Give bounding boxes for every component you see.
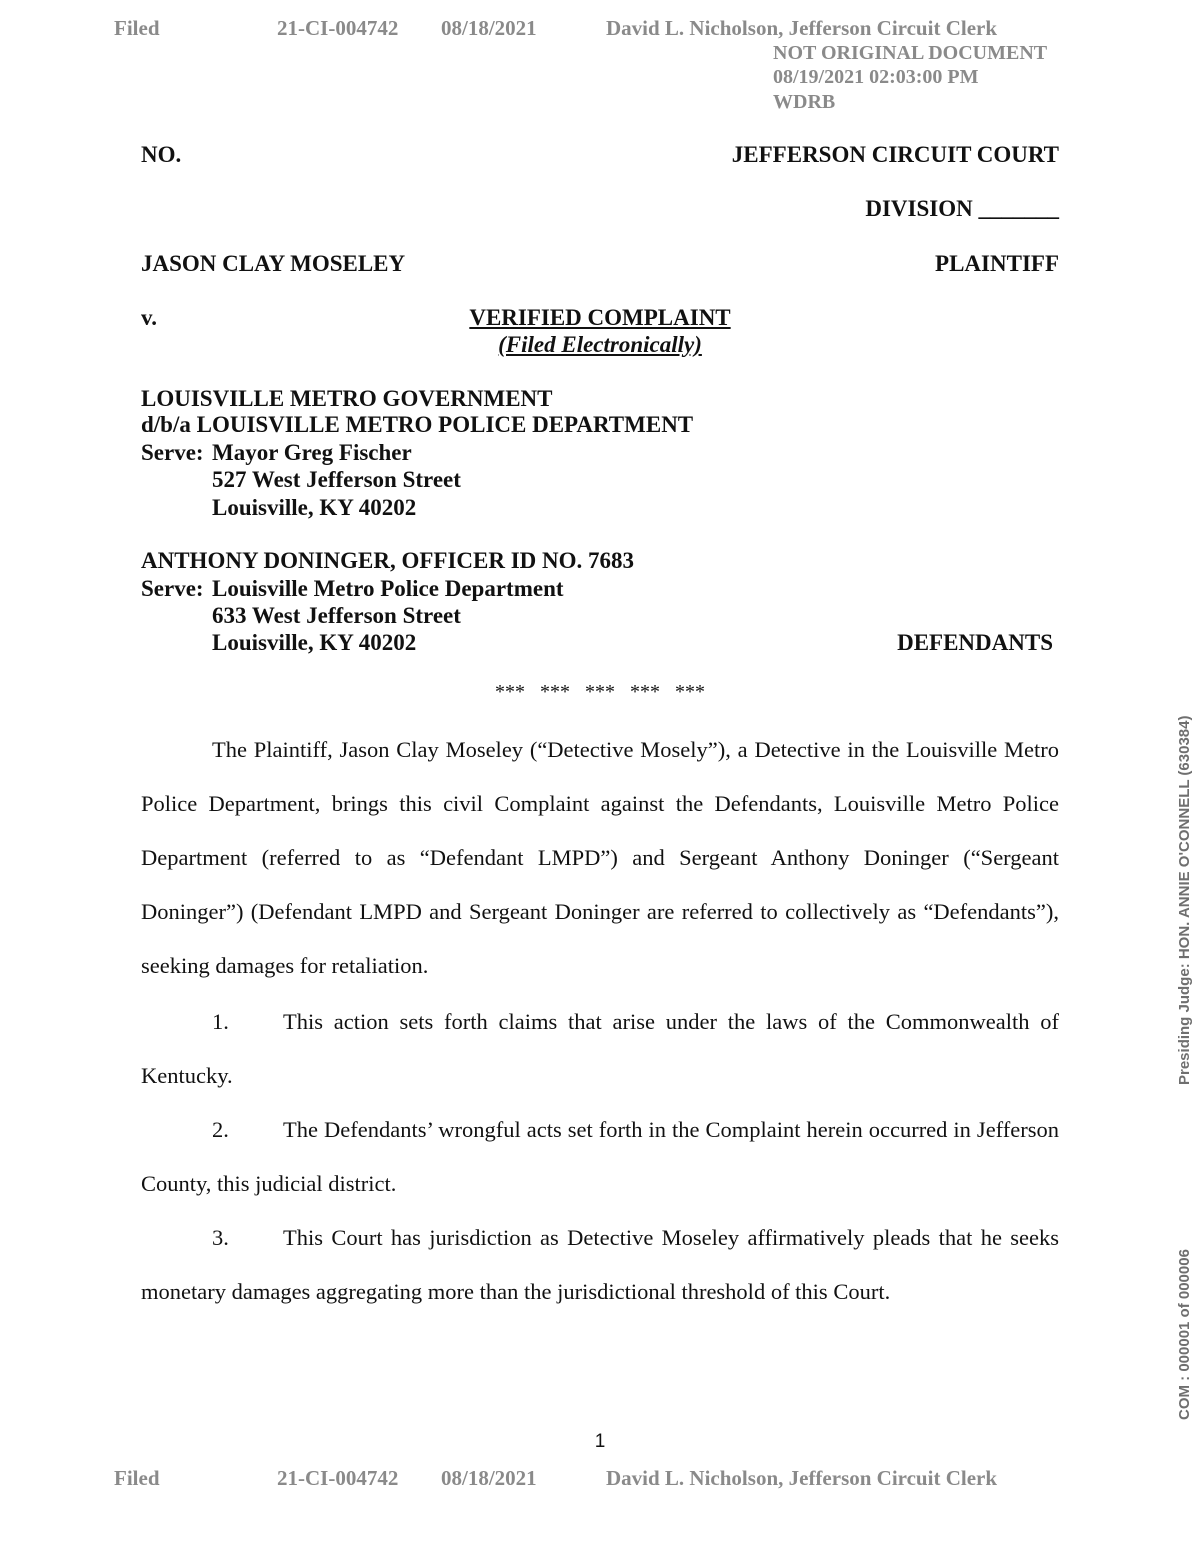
plaintiff-label: PLAINTIFF xyxy=(935,251,1059,276)
intro-paragraph: The Plaintiff, Jason Clay Moseley (“Detective Mosely”), a Detective in the Louisville Metro Police Department, brings this civil Complaint against the Defendants, Louisville Metro Police Department (referred to as “Defendant LMPD”) and Sergeant Anthony Doninger (“Sergeant Doninger”) (Defendant LMPD and Sergeant Doninger are referred to collectively as “Defendants”), seeking damages for retaliation. xyxy=(141,737,1059,978)
paragraph-2-number: 2. xyxy=(212,1117,229,1142)
document-subtitle: (Filed Electronically) xyxy=(498,332,702,357)
paragraph-3-text: This Court has jurisdiction as Detective Moseley affirmatively pleads that he seeks monetary damages aggregating more than the jurisdictional threshold of this Court. xyxy=(141,1225,1059,1304)
numbered-paragraph-2 xyxy=(141,1103,1059,1211)
defendant-2-name: ANTHONY DONINGER, OFFICER ID NO. 7683 xyxy=(141,548,635,573)
header-clerk: David L. Nicholson, Jefferson Circuit Clerk xyxy=(606,16,998,40)
footer-filed-date: 08/18/2021 xyxy=(441,1466,537,1490)
versus: v. xyxy=(141,305,157,330)
copy-note: NOT ORIGINAL DOCUMENT xyxy=(773,42,1048,64)
defendant-1-name: LOUISVILLE METRO GOVERNMENT xyxy=(141,386,553,411)
footer-clerk: David L. Nicholson, Jefferson Circuit Clerk xyxy=(606,1466,998,1490)
page-code-stamp: COM : 000001 of 000006 xyxy=(1176,1249,1193,1420)
header-case-number: 21-CI-004742 xyxy=(277,16,399,40)
header-filed-label: Filed xyxy=(114,16,160,40)
presiding-judge-stamp: Presiding Judge: HON. ANNIE O'CONNELL (630384) xyxy=(1176,715,1193,1085)
numbered-paragraph-1 xyxy=(141,995,1059,1103)
paragraph-1-number: 1. xyxy=(212,1009,229,1034)
court-name: JEFFERSON CIRCUIT COURT xyxy=(731,142,1059,167)
defendant-1-dba: d/b/a LOUISVILLE METRO POLICE DEPARTMENT xyxy=(141,412,694,437)
defendant-2-serve-name: Louisville Metro Police Department xyxy=(212,576,564,601)
page-number: 1 xyxy=(594,1431,606,1452)
defendant-2-serve-label: Serve: xyxy=(141,576,204,601)
footer-case-number: 21-CI-004742 xyxy=(277,1466,399,1490)
defendant-1-serve-name: Mayor Greg Fischer xyxy=(212,440,412,465)
footer-filed-label: Filed xyxy=(114,1466,160,1490)
header-filed-date: 08/18/2021 xyxy=(441,16,537,40)
paragraph-3-number: 3. xyxy=(212,1225,229,1250)
copy-source: WDRB xyxy=(773,91,836,113)
section-separator: *** *** *** *** *** xyxy=(495,681,705,703)
plaintiff-name: JASON CLAY MOSELEY xyxy=(141,251,406,276)
paragraph-1-text: This action sets forth claims that arise under the laws of the Commonwealth of Kentucky. xyxy=(141,1009,1059,1088)
defendant-1-serve-label: Serve: xyxy=(141,440,204,465)
division-line: DIVISION _______ xyxy=(865,196,1059,221)
defendant-1-address-city: Louisville, KY 40202 xyxy=(212,495,417,520)
document-title: VERIFIED COMPLAINT xyxy=(469,305,731,330)
paragraph-2-text: The Defendants’ wrongful acts set forth in the Complaint herein occurred in Jefferson County, this judicial district. xyxy=(141,1117,1059,1196)
copy-timestamp: 08/19/2021 02:03:00 PM xyxy=(773,66,979,88)
case-no-label: NO. xyxy=(141,142,182,167)
defendant-1-address-street: 527 West Jefferson Street xyxy=(212,467,461,492)
defendants-label: DEFENDANTS xyxy=(897,630,1053,655)
defendant-2-address-street: 633 West Jefferson Street xyxy=(212,603,461,628)
defendant-2-address-city: Louisville, KY 40202 xyxy=(212,630,417,655)
numbered-paragraph-3 xyxy=(141,1211,1059,1319)
